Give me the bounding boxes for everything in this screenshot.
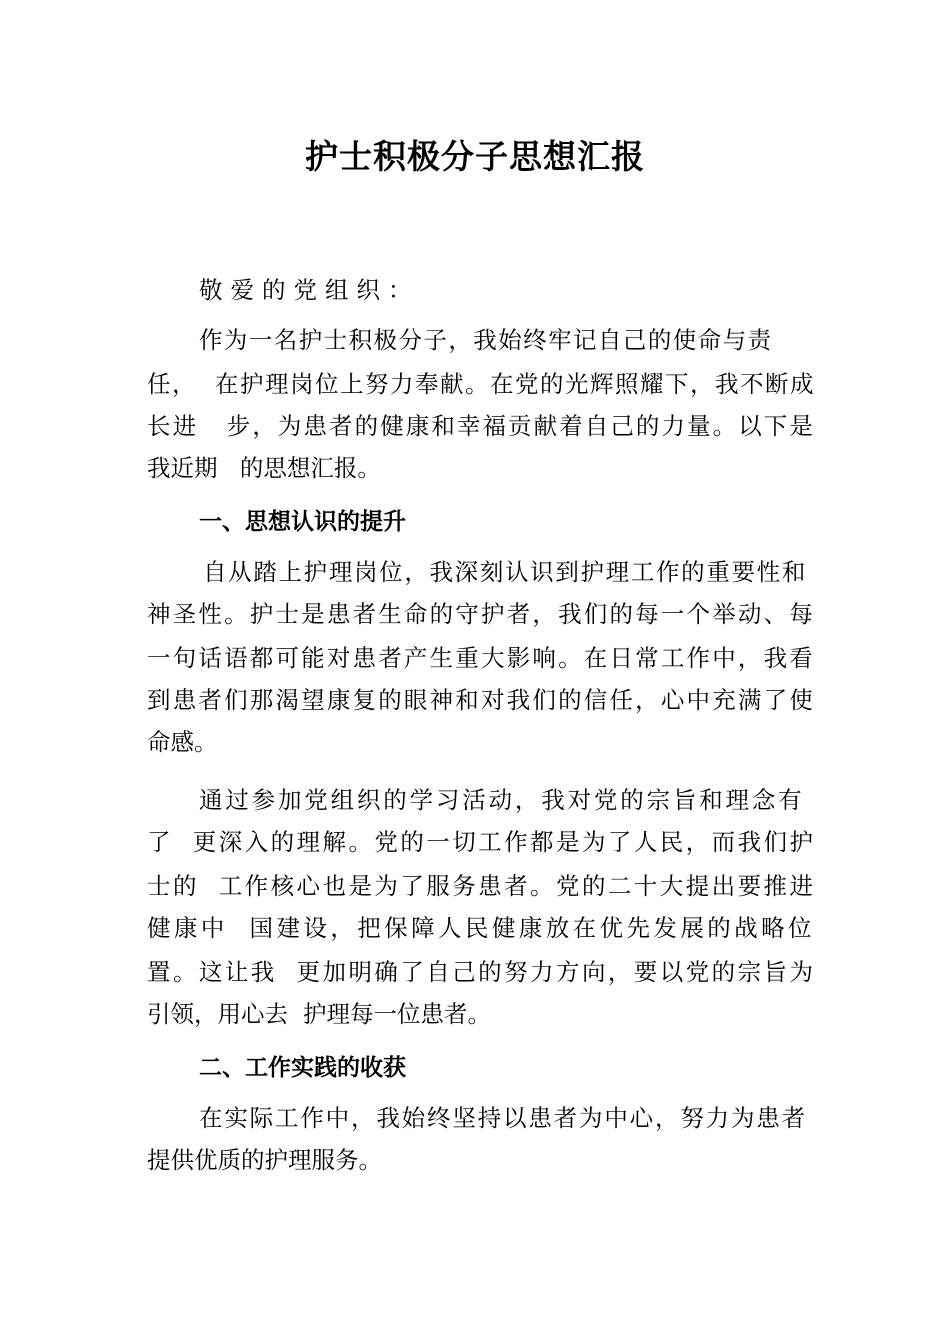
- paragraph-line: 健康中 国建设，把保障人民健康放在优先发展的战略位: [147, 914, 815, 942]
- section-heading: 一、思想认识的提升: [199, 509, 406, 535]
- paragraph-line: 我近期 的思想汇报。: [147, 454, 381, 482]
- paragraph-line: 通过参加党组织的学习活动，我对党的宗旨和理念有: [199, 786, 805, 814]
- paragraph-line: 任， 在护理岗位上努力奉献。在党的光辉照耀下，我不断成: [147, 370, 815, 398]
- paragraph-line: 命感。: [147, 728, 218, 756]
- paragraph-line: 在实际工作中，我始终坚持以患者为中心，努力为患者: [199, 1104, 807, 1132]
- paragraph-line: 神圣性。护士是患者生命的守护者，我们的每一个举动、每: [147, 600, 815, 628]
- paragraph-line: 长进 步，为患者的健康和幸福贡献着自己的力量。以下是: [147, 412, 815, 440]
- document-title: 护士积极分子思想汇报: [305, 137, 645, 176]
- salutation: 敬爱的党组织：: [199, 276, 420, 304]
- paragraph-line: 士的 工作核心也是为了服务患者。党的二十大提出要推进: [147, 872, 815, 900]
- paragraph-line: 一句话语都可能对患者产生重大影响。在日常工作中，我看: [147, 644, 815, 672]
- paragraph-line: 了 更深入的理解。党的一切工作都是为了人民，而我们护: [147, 828, 815, 856]
- paragraph-line: 置。这让我 更加明确了自己的努力方向，要以党的宗旨为: [147, 958, 815, 986]
- paragraph-line: 到患者们那渴望康复的眼神和对我们的信任，心中充满了使: [147, 686, 815, 714]
- section-heading: 二、工作实践的收获: [199, 1055, 406, 1081]
- paragraph-line: 自从踏上护理岗位，我深刻认识到护理工作的重要性和: [203, 558, 807, 586]
- paragraph-line: 作为一名护士积极分子，我始终牢记自己的使命与责: [199, 326, 773, 354]
- paragraph-line: 引领，用心去 护理每一位患者。: [147, 1000, 491, 1028]
- paragraph-line: 提供优质的护理服务。: [147, 1146, 382, 1174]
